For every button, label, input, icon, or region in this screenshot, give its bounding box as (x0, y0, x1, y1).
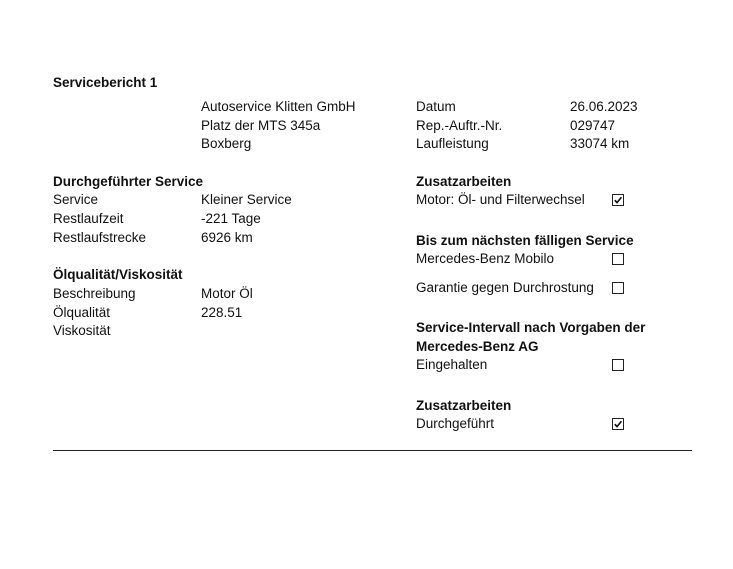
remaining-time-label: Restlaufzeit (53, 211, 124, 226)
oil-description-value: Motor Öl (201, 286, 253, 301)
report-title: Servicebericht 1 (53, 75, 158, 90)
checkmark-icon (613, 195, 623, 205)
interval-kept-checkbox[interactable] (612, 359, 624, 371)
service-done-heading: Durchgeführter Service (53, 174, 204, 189)
mileage-value: 33074 km (570, 136, 630, 151)
remaining-distance-label: Restlaufstrecke (53, 230, 147, 245)
rust-warranty-label: Garantie gegen Durchrostung (416, 280, 594, 295)
order-number-label: Rep.-Auftr.-Nr. (416, 118, 503, 133)
checkmark-icon (613, 419, 623, 429)
mobilo-label: Mercedes-Benz Mobilo (416, 251, 555, 266)
service-interval-heading-line2: Mercedes-Benz AG (416, 339, 539, 354)
oil-quality-label: Ölqualität (53, 305, 111, 320)
remaining-time-value: -221 Tage (201, 211, 261, 226)
interval-kept-label: Eingehalten (416, 357, 488, 372)
date-value: 26.06.2023 (570, 99, 638, 114)
remaining-distance-value: 6926 km (201, 230, 253, 245)
order-number-value: 029747 (570, 118, 616, 133)
workshop-name: Autoservice Klitten GmbH (201, 99, 356, 114)
workshop-street: Platz der MTS 345a (201, 118, 321, 133)
service-value: Kleiner Service (201, 192, 292, 207)
service-interval-heading-line1: Service-Intervall nach Vorgaben der (416, 320, 646, 335)
service-label: Service (53, 192, 99, 207)
bottom-divider (53, 450, 692, 451)
extra-work-2-heading: Zusatzarbeiten (416, 398, 512, 413)
oil-quality-value: 228.51 (201, 305, 243, 320)
oil-filter-change-label: Motor: Öl- und Filterwechsel (416, 192, 585, 207)
viscosity-label: Viskosität (53, 323, 111, 338)
rust-warranty-checkbox[interactable] (612, 282, 624, 294)
date-label: Datum (416, 99, 456, 114)
next-service-heading: Bis zum nächsten fälligen Service (416, 233, 634, 248)
extra-work-done-label: Durchgeführt (416, 416, 495, 431)
mileage-label: Laufleistung (416, 136, 489, 151)
extra-work-done-checkbox[interactable] (612, 418, 624, 430)
oil-description-label: Beschreibung (53, 286, 136, 301)
mobilo-checkbox[interactable] (612, 253, 624, 265)
oil-filter-change-checkbox[interactable] (612, 194, 624, 206)
workshop-city: Boxberg (201, 136, 252, 151)
oil-heading: Ölqualität/Viskosität (53, 267, 183, 282)
extra-work-heading: Zusatzarbeiten (416, 174, 512, 189)
